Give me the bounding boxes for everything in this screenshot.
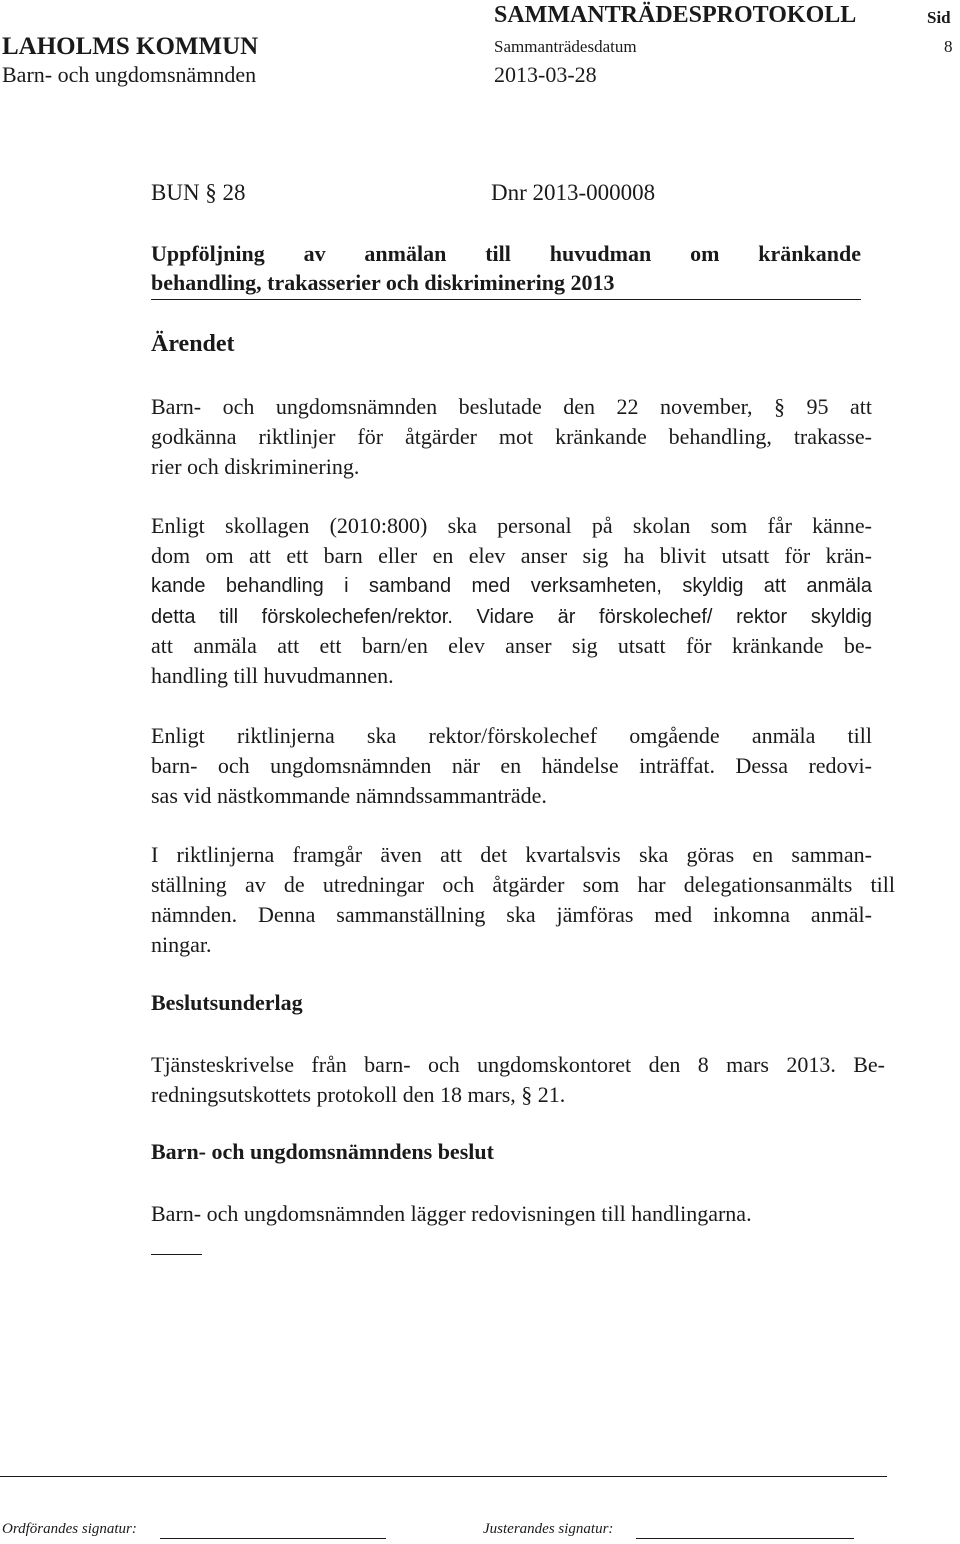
adjuster-signature-label: Justerandes signatur: bbox=[483, 1521, 614, 1537]
paragraph-line: nämnden. Denna sammanställning ska jämföras med inkomna anmäl- bbox=[151, 902, 872, 927]
paragraph-line-segment: detta till förskolechefen/rektor. Vidare är förskolechef/ rektor skyldig bbox=[151, 606, 872, 628]
committee-name: Barn- och ungdomsnämnden bbox=[2, 62, 257, 87]
section-heading-beslut: Barn- och ungdomsnämndens beslut bbox=[151, 1139, 494, 1164]
meeting-date-label: Sammanträdesdatum bbox=[494, 37, 637, 56]
paragraph-line: handling till huvudmannen. bbox=[151, 663, 394, 688]
paragraph-line: Enligt riktlinjerna ska rektor/förskolechef omgående anmäla till bbox=[151, 723, 872, 748]
document-type: SAMMANTRÄDESPROTOKOLL bbox=[494, 2, 857, 28]
paragraph-line: redningsutskottets protokoll den 18 mars, § 21. bbox=[151, 1082, 566, 1107]
paragraph-line: barn- och ungdomsnämnden när en händelse inträffat. Dessa redovi- bbox=[151, 753, 872, 778]
paragraph-line bbox=[151, 601, 872, 632]
organization-name: LAHOLMS KOMMUN bbox=[2, 33, 259, 60]
paragraph-line: I riktlinjerna framgår även att det kvartalsvis ska göras en samman- bbox=[151, 842, 872, 867]
paragraph-line: att anmäla att ett barn/en elev anser sig utsatt för kränkande be- bbox=[151, 633, 872, 658]
paragraph-line: Tjänsteskrivelse från barn- och ungdomskontoret den 8 mars 2013. Be- bbox=[151, 1052, 885, 1077]
paragraph-line: ställning av de utredningar och åtgärder som har delegationsanmälts till bbox=[151, 872, 895, 897]
title-underline bbox=[151, 299, 861, 300]
decision-text: Barn- och ungdomsnämnden lägger redovisningen till handlingarna. bbox=[151, 1201, 752, 1226]
case-number: BUN § 28 bbox=[151, 180, 246, 205]
case-dnr: Dnr 2013-000008 bbox=[491, 180, 656, 205]
end-mark bbox=[151, 1254, 202, 1255]
chair-signature-line[interactable] bbox=[160, 1538, 386, 1539]
paragraph-line: sas vid nästkommande nämndssammanträde. bbox=[151, 783, 547, 808]
paragraph-line: godkänna riktlinjer för åtgärder mot kränkande behandling, trakasse- bbox=[151, 424, 872, 449]
paragraph-line: rier och diskriminering. bbox=[151, 454, 360, 479]
section-heading-arendet: Ärendet bbox=[151, 331, 235, 357]
page-number: 8 bbox=[944, 37, 953, 56]
adjuster-signature-line[interactable] bbox=[636, 1538, 854, 1539]
chair-signature-label: Ordförandes signatur: bbox=[2, 1521, 137, 1537]
paragraph-line: kande behandling i samband med verksamheten, skyldig att anmäla bbox=[151, 575, 872, 597]
paragraph-line: Barn- och ungdomsnämnden beslutade den 22 november, § 95 att bbox=[151, 394, 872, 419]
paragraph-line: ningar. bbox=[151, 932, 212, 957]
case-title-line: Uppföljning av anmälan till huvudman om kränkande bbox=[151, 241, 861, 266]
paragraph-line: dom om att ett barn eller en elev anser sig ha blivit utsatt för krän- bbox=[151, 543, 872, 568]
paragraph-line: Enligt skollagen (2010:800) ska personal på skolan som får känne- bbox=[151, 513, 872, 538]
page-label: Sid bbox=[927, 8, 951, 27]
footer-divider bbox=[0, 1476, 887, 1477]
meeting-date: 2013-03-28 bbox=[494, 62, 597, 87]
section-heading-beslutsunderlag: Beslutsunderlag bbox=[151, 990, 303, 1015]
case-title-line: behandling, trakasserier och diskriminering 2013 bbox=[151, 270, 615, 295]
